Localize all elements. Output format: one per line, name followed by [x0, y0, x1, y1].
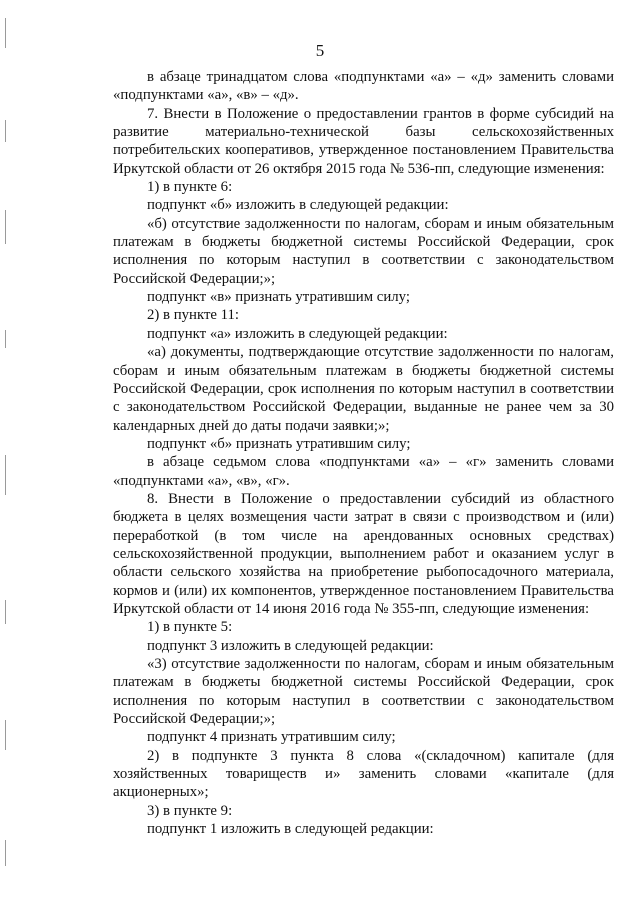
paragraph: 3) в пункте 9: [147, 802, 233, 819]
paragraph: 1) в пункте 6: [147, 179, 233, 196]
paragraph: 1) в пункте 5: [147, 619, 233, 636]
paragraph: подпункт 3 изложить в следующей редакции: [147, 637, 434, 654]
paragraph: в абзаце тринадцатом слова «подпунктами «а» – «д» заменить словами «подпунктами «а», «в» – «д». [113, 69, 614, 104]
paragraph: подпункт 1 изложить в следующей редакции: [147, 821, 434, 838]
paragraph: в абзаце седьмом слова «подпунктами «а» – «г» заменить словами «подпунктами «а», «в», «г». [113, 454, 614, 489]
paragraph: подпункт «а» изложить в следующей редакции: [147, 325, 448, 342]
paragraph: подпункт «в» признать утратившим силу; [147, 289, 410, 306]
paragraph: подпункт «б» признать утратившим силу; [147, 435, 411, 452]
paragraph: 8. Внести в Положение о предоставлении субсидий из областного бюджета в целях возмещения части затрат в связи с производством и (или) переработкой (в том числе на арендованных основных средствах) сельскохозяйственной продукции, выполнением работ и оказанием услуг в области сельского хозяйства на приобретение рыбопосадочного материала, кормов и (или) их компонентов, утвержденное постановлением Правительства Иркутской области от 14 июня 2016 года № 355-пп, следующие изменения: [113, 490, 614, 617]
paragraph: 7. Внести в Положение о предоставлении грантов в форме субсидий на развитие материально-технической базы сельскохозяйственных потребительских кооперативов, утвержденное постановлением Правительства Иркутской области от 26 октября 2015 года № 536-пп, следующие изменения: [113, 105, 614, 177]
scan-margin-marks [5, 0, 7, 905]
paragraph: подпункт 4 признать утратившим силу; [147, 729, 396, 746]
paragraph: «а) документы, подтверждающие отсутствие задолженности по налогам, сборам и иным обязательным платежам в бюджеты бюджетной системы Российской Федерации, срок исполнения по которым наступил в соответствии с законодательством Российской Федерации, выданные не ранее чем за 30 календарных дней до даты подачи заявки;»; [113, 344, 614, 434]
paragraph: 2) в пункте 11: [147, 307, 240, 324]
paragraph: «б) отсутствие задолженности по налогам, сборам и иным обязательным платежам в бюджеты бюджетной системы Российской Федерации, срок исполнения по которым наступил в соответствии с законодательством Российской Федерации;»; [113, 215, 614, 287]
page-number: 5 [315, 41, 325, 60]
document-body [113, 68, 614, 838]
paragraph: подпункт «б» изложить в следующей редакции: [147, 197, 449, 214]
paragraph: 2) в подпункте 3 пункта 8 слова «(складочном) капитале (для хозяйственных товариществ и» заменить словами «капитале (для акционерных»; [113, 747, 614, 801]
paragraph: «3) отсутствие задолженности по налогам, сборам и иным обязательным платежам в бюджеты бюджетной системы Российской Федерации, срок исполнения по которым наступил в соответствии с законодательством Российской Федерации;»; [113, 656, 614, 728]
